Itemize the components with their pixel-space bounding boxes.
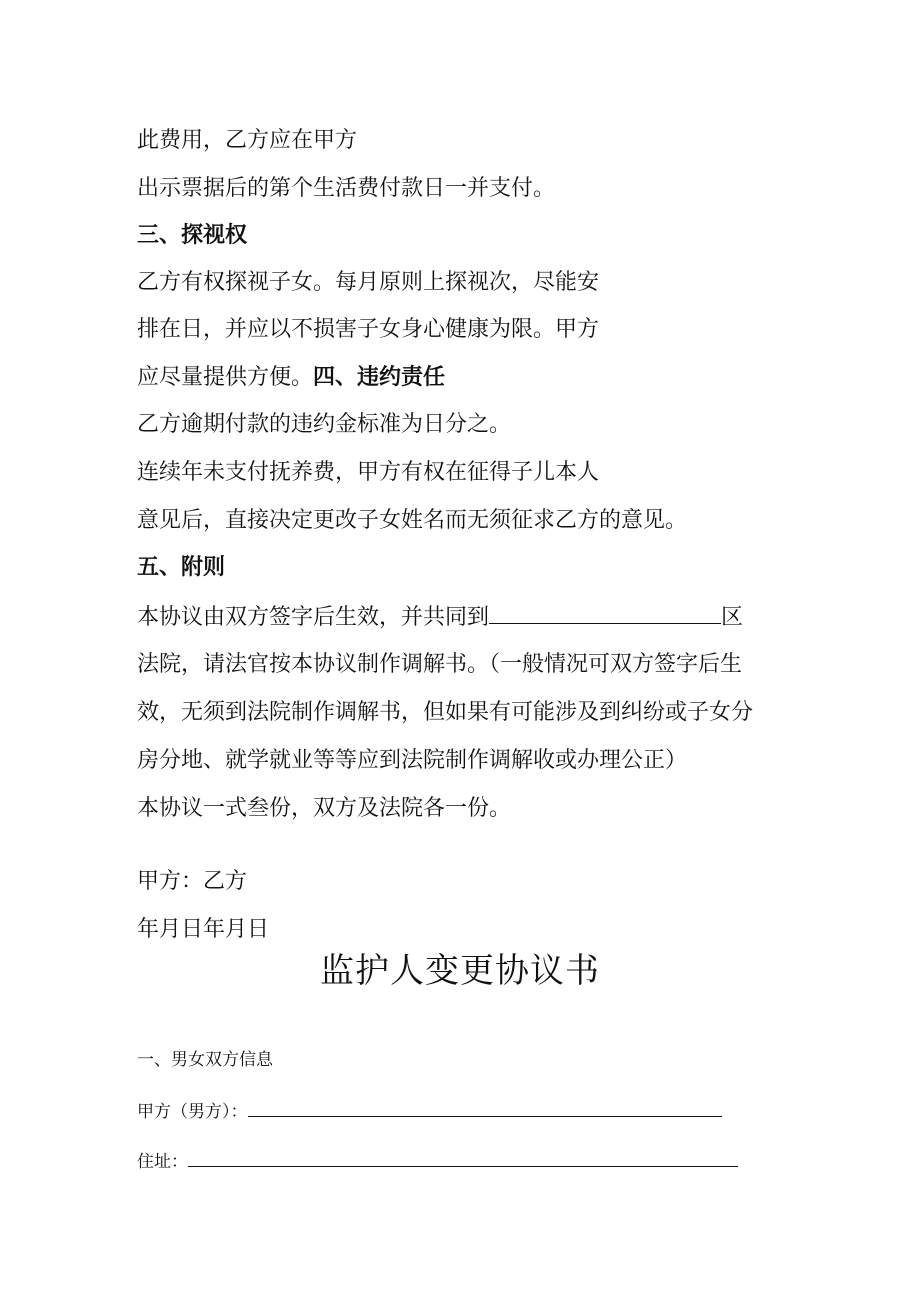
text-line-8: 连续年未支付抚养费，甲方有权在征得子儿本人 [137,460,600,485]
address-blank [188,1150,738,1167]
text-line-4: 乙方有权探视子女。每月原则上探视次，尽能安 [137,270,600,295]
text-line-6 [137,364,445,392]
address-row [137,1150,738,1174]
text-line-12: 法院，请法官按本协议制作调解书。（一般情况可双方签字后生 [137,652,743,677]
text-line-5: 排在日，并应以不损害子女身心健康为限。甲方 [137,317,600,342]
text-line-9: 意见后，直接决定更改子女姓名而无须征求乙方的意见。 [137,508,688,533]
section-heading-breach: 四、违约责任 [313,365,446,390]
section-heading-visitation: 三、探视权 [137,223,248,248]
text-line-14: 房分地、就学就业等等应到法院制作调解收或办理公正） [137,748,688,773]
text-line-13: 效，无须到法院制作调解书，但如果有可能涉及到纠纷或子女分 [137,700,754,725]
court-blank [489,603,721,624]
court-line-after: 区 [721,605,744,630]
party-a-label: 甲方（男方）： [137,1102,248,1122]
address-label: 住址： [137,1152,188,1172]
section-parties-info: 一、男女双方信息 [137,1050,273,1070]
signature-line: 甲方：乙方 [137,869,248,894]
text-line-7: 乙方逾期付款的违约金标准为日分之。 [137,412,512,437]
text-line-1: 此费用，乙方应在甲方 [137,128,358,153]
text-line-6-body: 应尽量提供方便。 [137,365,314,390]
party-a-row [137,1100,722,1124]
court-line-before: 本协议由双方签字后生效，并共同到 [137,605,490,630]
text-line-15: 本协议一式叁份，双方及法院各一份。 [137,796,512,821]
text-line-2: 出示票据后的第个生活费付款日一并支付。 [137,176,556,201]
section-heading-supplementary: 五、附则 [137,555,226,580]
agreement-title: 监护人变更协议书 [320,951,600,991]
date-line: 年月日年月日 [137,917,270,942]
court-line [137,603,743,632]
party-a-blank [248,1100,722,1117]
